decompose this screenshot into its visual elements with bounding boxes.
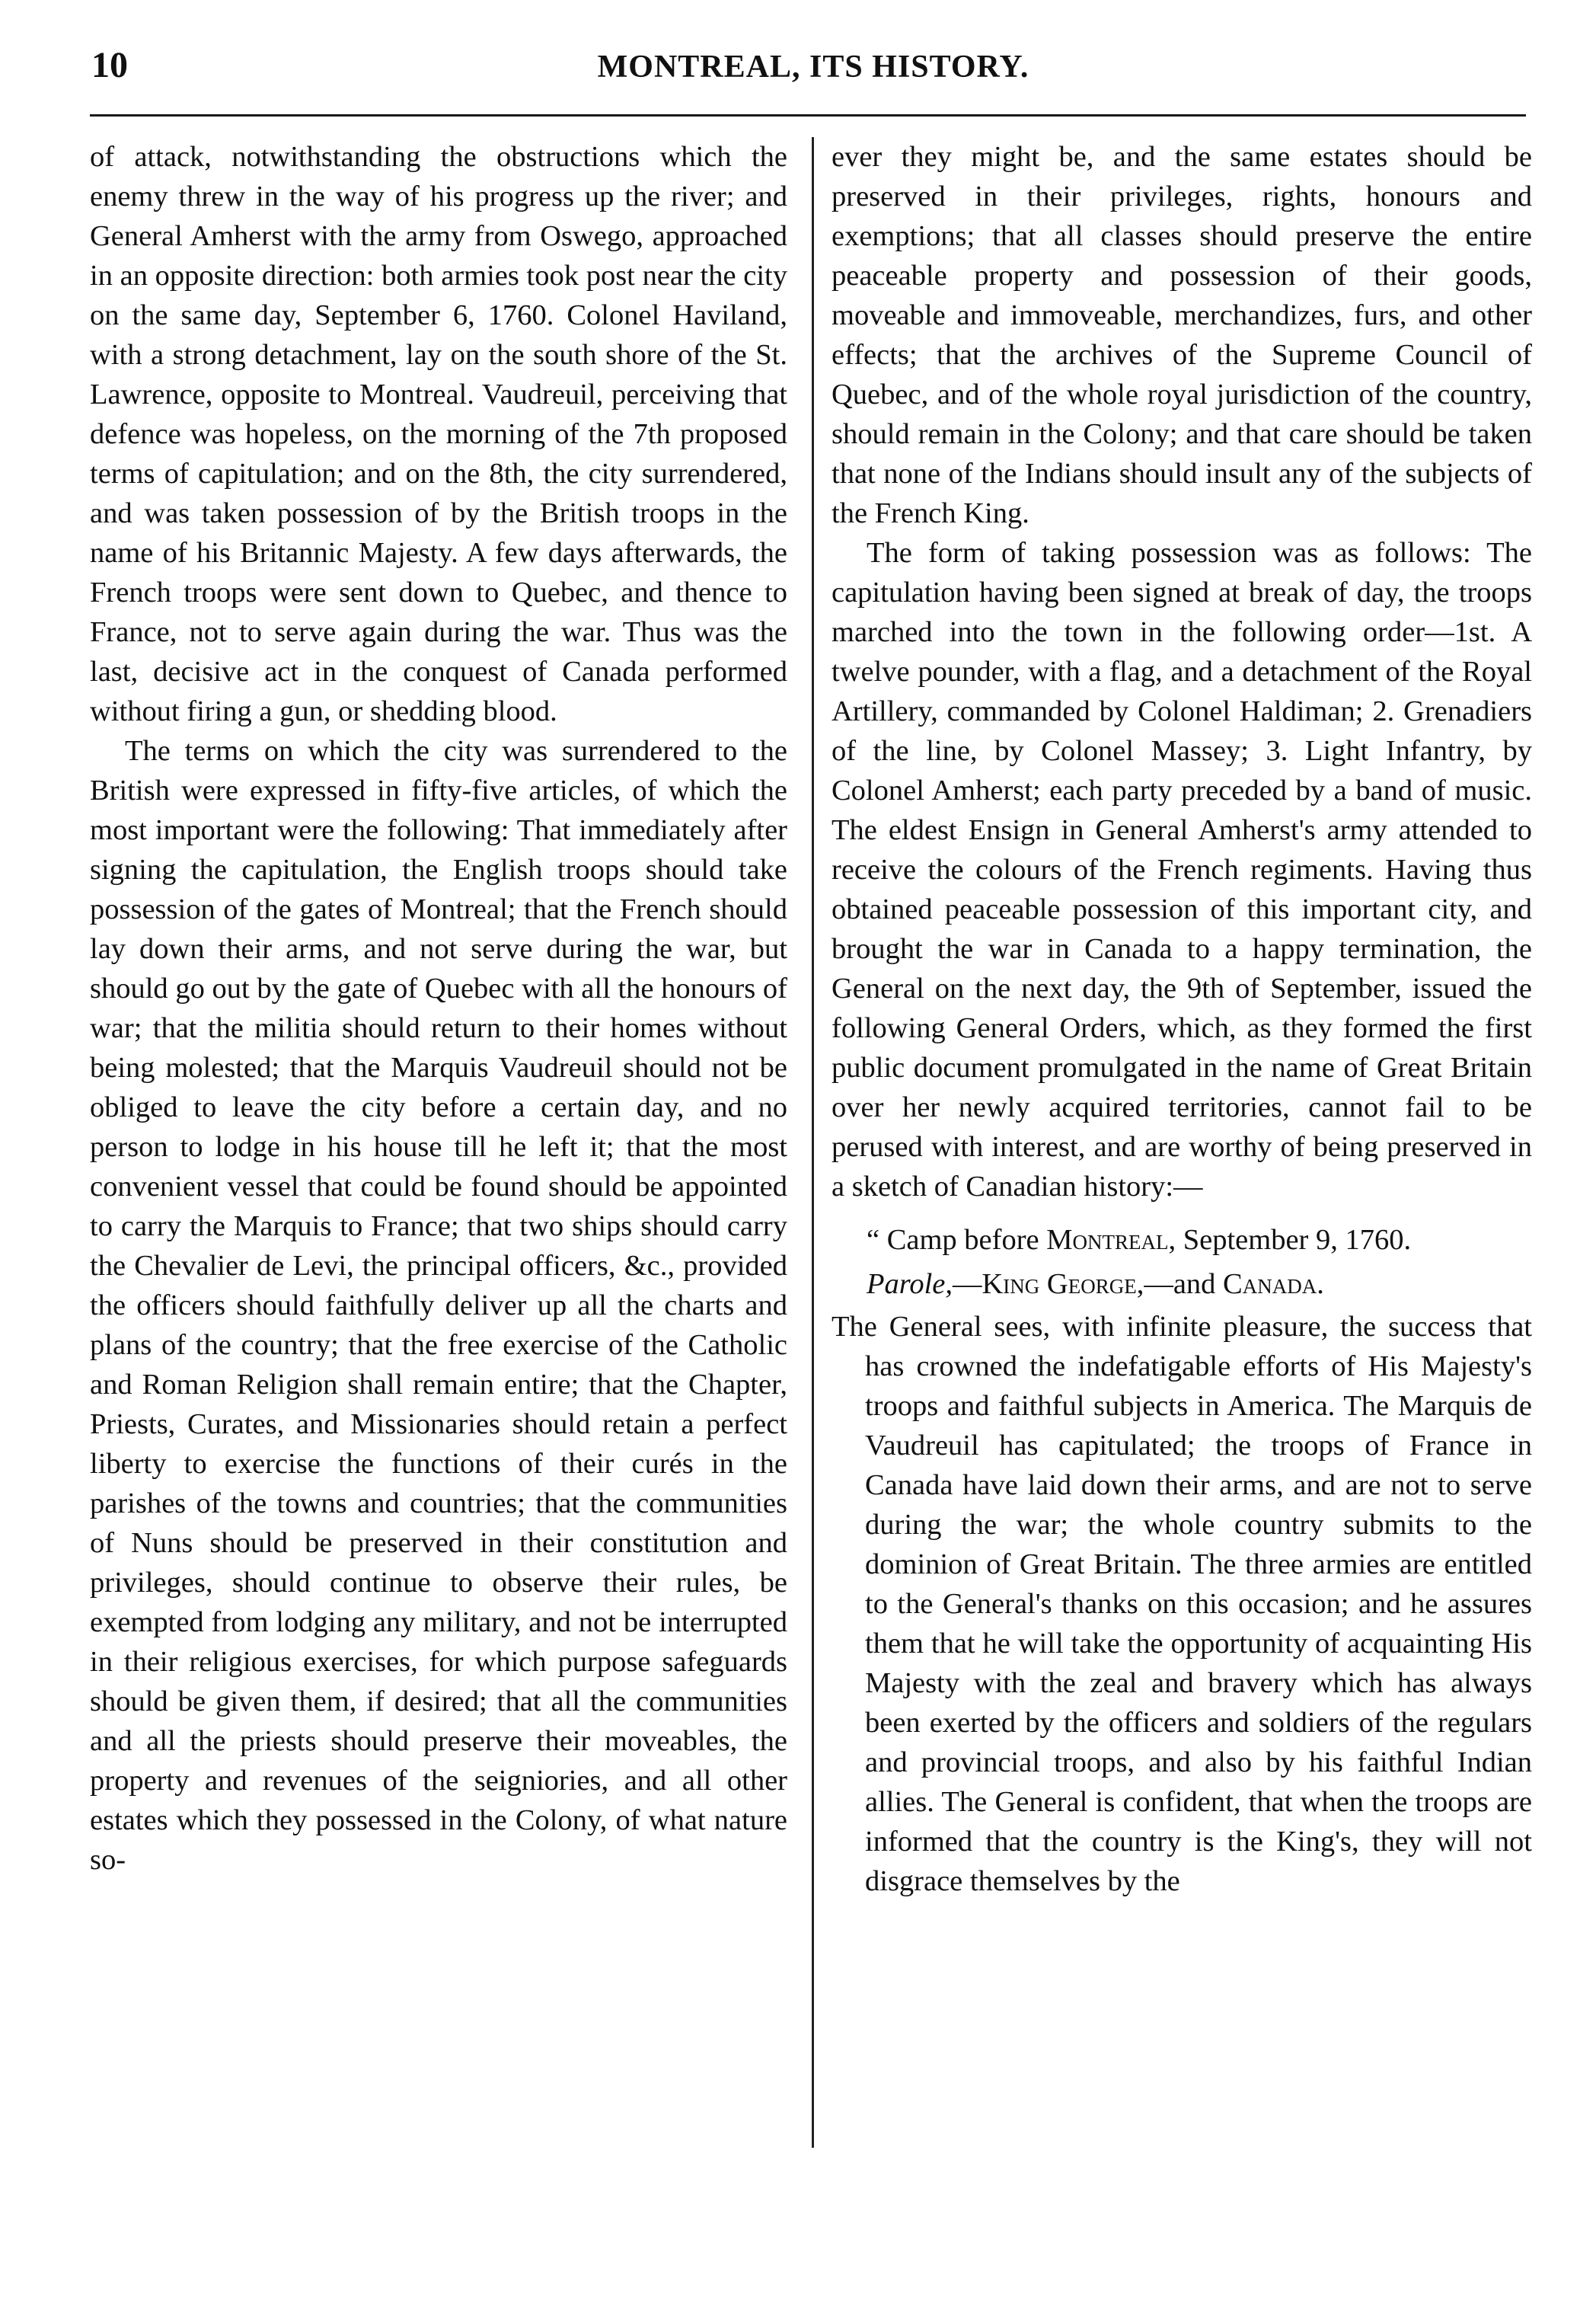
column-divider — [812, 137, 814, 2148]
general-orders-text: The General sees, with infinite pleasure, the success that has crowned the indefatigable efforts of His Majesty's troops and faithful subjects in America. The Marquis de Vaudreuil has capitulated; the troops of France in Canada have laid down their arms, and are not to serve during the war; the whole country submits to the dominion of Great Britain. The three armies are entitled to the General's thanks on this occasion; and he assures them that he will take the opportunity of acquainting His Majesty with the zeal and bravery which has always been exerted by the officers and soldiers of the regulars and provincial troops, and also by his faithful Indian allies. The General is confident, that when the troops are informed that the country is the King's, they will not disgrace themselves by the — [832, 1311, 1532, 1897]
dateline-open: “ Camp before — [867, 1224, 1047, 1256]
orders-dateline — [832, 1220, 1532, 1260]
right-paragraph-2: The form of taking possession was as follows: The capitulation having been signed at break of day, the troops marched into the town in the following order—1st. A twelve pounder, with a flag, and a detachment of the Royal Artillery, commanded by Colonel Haldiman; 2. Grenadiers of the line, by Colonel Massey; 3. Light Infantry, by Colonel Amherst; each party preceded by a band of music. The eldest Ensign in General Amherst's army attended to receive the colours of the French regiments. Having thus obtained peaceable possession of this important city, and brought the war in Canada to a happy termination, the General on the next day, the 9th of September, issued the following General Orders, which, as they formed the first public document promulgated in the name of Great Britain over her newly acquired territories, cannot fail to be perused with interest, and are worthy of being preserved in a sketch of Canadian history:— — [832, 537, 1532, 1203]
right-column — [832, 137, 1532, 1901]
parole-end: . — [1317, 1268, 1324, 1300]
parole-label: Parole, — [867, 1268, 953, 1300]
dateline-close: , September 9, 1760. — [1168, 1224, 1412, 1256]
dateline-place: Montreal — [1046, 1224, 1169, 1256]
page-number: 10 — [91, 45, 128, 85]
parole-dash: — — [952, 1268, 982, 1300]
orders-parole — [832, 1264, 1532, 1304]
parole-word-2: Canada — [1223, 1268, 1317, 1300]
parole-word-1: King George — [982, 1268, 1137, 1300]
left-column — [90, 137, 787, 1880]
running-title: MONTREAL, ITS HISTORY. — [597, 50, 1029, 85]
left-paragraph-2: The terms on which the city was surrendered to the British were expressed in fifty-five articles, of which the most important were the following: That immediately after signing the capitulation, the English troops should take possession of the gates of Montreal; that the French should lay down their arms, and not serve during the war, but should go out by the gate of Quebec with all the honours of war; that the militia should return to their homes without being molested; that the Marquis Vaudreuil should not be obliged to leave the city before a certain day, and no person to lodge in his house till he left it; that the most convenient vessel that could be found should be appointed to carry the Marquis to France; that two ships should carry the Chevalier de Levi, the principal officers, &c., provided the officers should faithfully deliver up all the charts and plans of the country; that the free exercise of the Catholic and Roman Religion shall remain entire; that the Chapter, Priests, Curates, and Missionaries should retain a perfect liberty to exercise the functions of their curés in the parishes of the towns and countries; that the communities of Nuns should be preserved in their constitution and privileges, should continue to observe their rules, be exempted from lodging any military, and not be interrupted in their religious exercises, for which purpose safeguards should be given them, if desired; that all the communities and all the priests should preserve their moveables, the property and revenues of the seigniories, and all other estates which they possessed in the Colony, of what nature so- — [90, 735, 787, 1876]
left-paragraph-1: of attack, notwithstanding the obstructions which the enemy threw in the way of his progress up the river; and General Amherst with the army from Oswego, approached in an opposite direction: both armies took post near the city on the same day, September 6, 1760. Colonel Haviland, with a strong detachment, lay on the south shore of the St. Lawrence, opposite to Montreal. Vaudreuil, perceiving that defence was hopeless, on the morning of the 7th proposed terms of capitulation; and on the 8th, the city surrendered, and was taken possession of by the British troops in the name of his Britannic Majesty. A few days afterwards, the French troops were sent down to Quebec, and thence to France, not to serve again during the war. Thus was the last, decisive act in the conquest of Canada performed without firing a gun, or shedding blood. — [90, 141, 787, 727]
parole-mid: ,—and — [1136, 1268, 1224, 1300]
right-paragraph-1: ever they might be, and the same estates should be preserved in their privileges, rights, honours and exemptions; that all classes should preserve the entire peaceable property and possession of their goods, moveable and immoveable, merchandizes, furs, and other effects; that the archives of the Supreme Council of Quebec, and of the whole royal jurisdiction of the country, should remain in the Colony; and that care should be taken that none of the Indians should insult any of the subjects of the French King. — [832, 141, 1532, 529]
header-rule — [90, 114, 1526, 117]
page-header — [91, 44, 1535, 97]
